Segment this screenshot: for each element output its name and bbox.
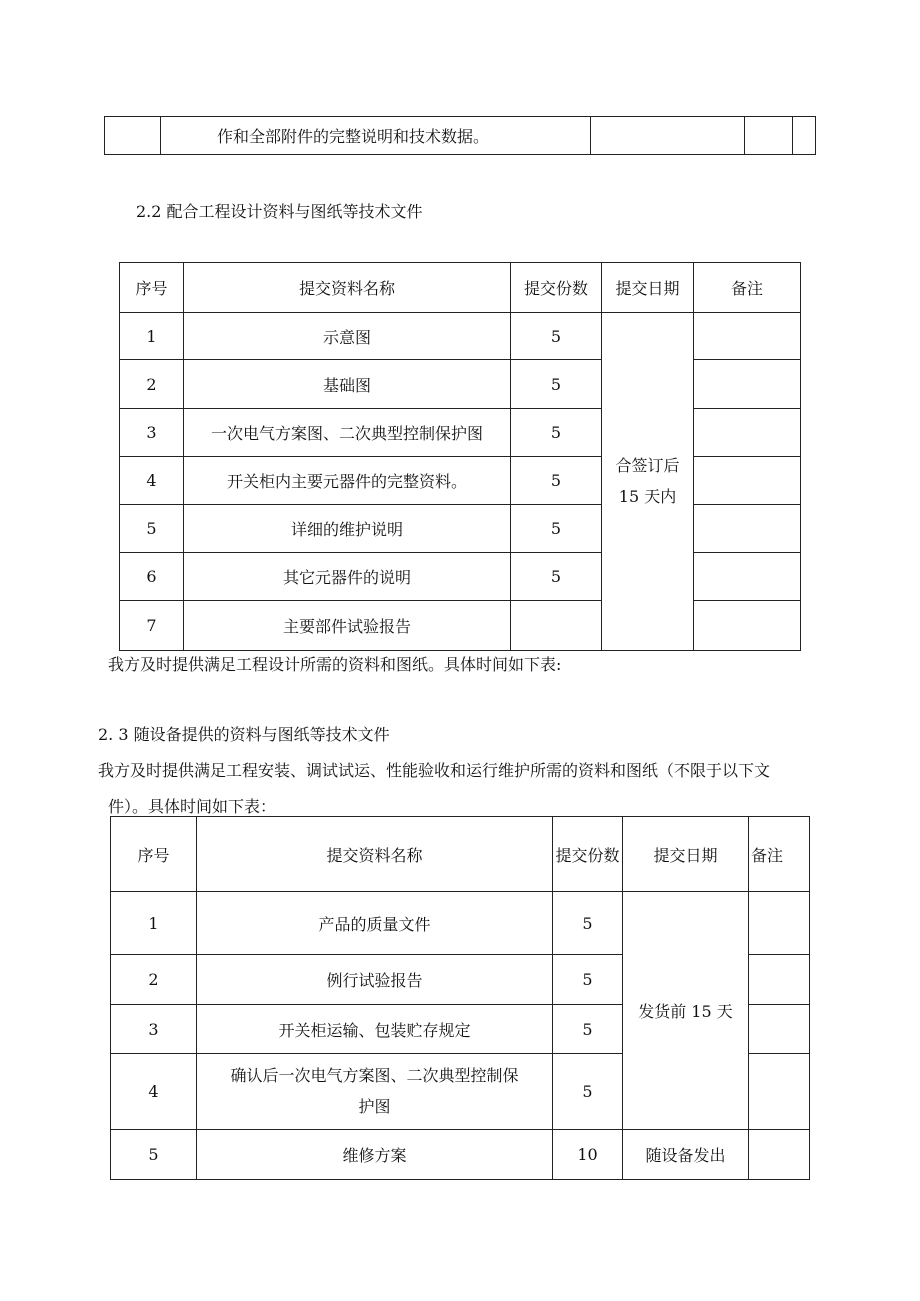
header-date: 提交日期 — [602, 263, 694, 313]
top-table — [104, 116, 816, 155]
cell-name: 开关柜内主要元器件的完整资料。 — [184, 457, 511, 505]
table-header-row — [120, 263, 801, 313]
cell-empty — [105, 117, 161, 155]
cell-remarks — [694, 505, 801, 553]
cell-name: 维修方案 — [197, 1130, 553, 1180]
cell-remarks — [694, 313, 801, 360]
cell-no: 1 — [120, 313, 184, 360]
cell-remarks — [749, 1130, 810, 1180]
cell-no: 7 — [120, 601, 184, 651]
table-2-3 — [110, 816, 810, 1180]
cell-date-merged — [602, 313, 694, 651]
section-2-3-heading: 2. 3 随设备提供的资料与图纸等技术文件 — [98, 725, 390, 744]
section-2-2-note: 我方及时提供满足工程设计所需的资料和图纸。具体时间如下表: — [108, 655, 562, 674]
cell-no: 2 — [111, 955, 197, 1005]
table-row — [120, 313, 801, 360]
cell-empty — [591, 117, 745, 155]
cell-name: 详细的维护说明 — [184, 505, 511, 553]
cell-name: 主要部件试验报告 — [184, 601, 511, 651]
table-row — [105, 117, 816, 155]
header-no: 序号 — [120, 263, 184, 313]
cell-copies: 5 — [511, 360, 602, 409]
cell-copies: 5 — [511, 313, 602, 360]
cell-name: 基础图 — [184, 360, 511, 409]
section-2-3-intro-line-2: 件）。具体时间如下表： — [108, 797, 277, 816]
cell-date-merged: 发货前 15 天 — [623, 892, 749, 1130]
cell-remarks — [694, 601, 801, 651]
table-row — [120, 457, 801, 505]
cell-copies: 10 — [553, 1130, 623, 1180]
cell-name: 一次电气方案图、二次典型控制保护图 — [184, 409, 511, 457]
cell-name: 例行试验报告 — [197, 955, 553, 1005]
cell-no: 5 — [111, 1130, 197, 1180]
cell-copies — [511, 601, 602, 651]
table-row — [120, 553, 801, 601]
cell-remarks — [749, 1005, 810, 1054]
cell-copies: 5 — [511, 553, 602, 601]
cell-no: 4 — [120, 457, 184, 505]
cell-remarks — [694, 409, 801, 457]
cell-remarks — [749, 892, 810, 955]
cell-copies: 5 — [511, 457, 602, 505]
cell-copies: 5 — [553, 1054, 623, 1130]
table-row — [120, 601, 801, 651]
cell-name-line-2: 护图 — [358, 1096, 391, 1116]
cell-remarks — [749, 955, 810, 1005]
table-row — [120, 409, 801, 457]
header-remarks: 备注 — [694, 263, 801, 313]
cell-name: 开关柜运输、包装贮存规定 — [197, 1005, 553, 1054]
cell-remarks — [694, 553, 801, 601]
cell-copies: 5 — [553, 955, 623, 1005]
cell-name: 示意图 — [184, 313, 511, 360]
cell-remarks — [694, 360, 801, 409]
header-no: 序号 — [111, 817, 197, 892]
header-name: 提交资料名称 — [184, 263, 511, 313]
cell-name: 作和全部附件的完整说明和技术数据。 — [161, 117, 591, 155]
date-line-2: 15 天内 — [618, 486, 677, 506]
cell-no: 2 — [120, 360, 184, 409]
cell-date: 随设备发出 — [623, 1130, 749, 1180]
header-copies: 提交份数 — [511, 263, 602, 313]
header-date: 提交日期 — [623, 817, 749, 892]
cell-name: 产品的质量文件 — [197, 892, 553, 955]
cell-no: 4 — [111, 1054, 197, 1130]
cell-no: 3 — [120, 409, 184, 457]
header-name: 提交资料名称 — [197, 817, 553, 892]
table-row — [111, 1130, 810, 1180]
cell-no: 3 — [111, 1005, 197, 1054]
table-row — [111, 892, 810, 955]
cell-name-line-1: 确认后一次电气方案图、二次典型控制保 — [230, 1066, 519, 1086]
header-remarks: 备注 — [749, 817, 810, 892]
cell-remarks — [694, 457, 801, 505]
cell-copies: 5 — [511, 409, 602, 457]
cell-remarks — [749, 1054, 810, 1130]
cell-empty — [745, 117, 793, 155]
cell-copies: 5 — [553, 892, 623, 955]
cell-copies: 5 — [511, 505, 602, 553]
section-2-3-intro-line-1: 我方及时提供满足工程安装、调试试运、性能验收和运行维护所需的资料和图纸（不限于以下文 — [98, 761, 771, 780]
cell-no: 6 — [120, 553, 184, 601]
date-line-1: 合签订后 — [615, 456, 680, 476]
cell-no: 5 — [120, 505, 184, 553]
table-row — [120, 505, 801, 553]
table-row — [120, 360, 801, 409]
header-copies: 提交份数 — [553, 817, 623, 892]
cell-name: 其它元器件的说明 — [184, 553, 511, 601]
table-2-2 — [119, 262, 801, 651]
table-header-row — [111, 817, 810, 892]
cell-empty — [793, 117, 816, 155]
section-2-2-heading: 2.2 配合工程设计资料与图纸等技术文件 — [136, 202, 423, 221]
cell-name — [197, 1054, 553, 1130]
cell-copies: 5 — [553, 1005, 623, 1054]
cell-no: 1 — [111, 892, 197, 955]
